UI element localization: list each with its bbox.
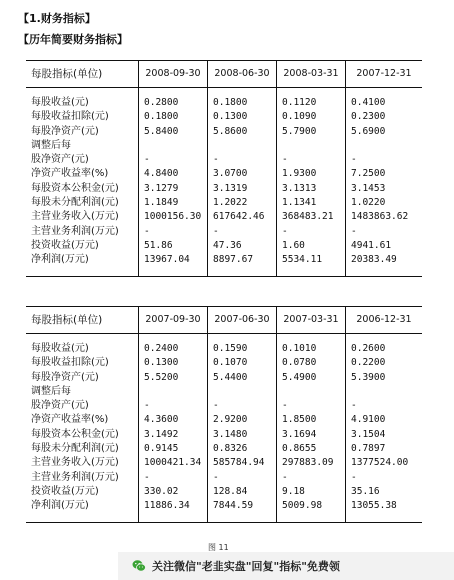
table-body xyxy=(26,342,422,514)
table-row xyxy=(26,385,422,399)
value-cell: 3.1453 xyxy=(351,182,386,194)
value-cell: 0.1800 xyxy=(139,110,208,124)
value-cell: 297883.09 xyxy=(277,456,346,470)
table-row xyxy=(26,413,422,427)
value-cell: - xyxy=(139,471,208,485)
value-cell: 5.7900 xyxy=(277,125,346,139)
table-row xyxy=(26,356,422,370)
table-spacer xyxy=(26,268,422,276)
value-cell: 0.1800 xyxy=(208,96,277,110)
row-label: 每股资本公积金(元) xyxy=(26,182,139,196)
value-cell: - xyxy=(277,471,346,485)
value-cell: - xyxy=(208,225,277,239)
row-label: 调整后每 xyxy=(26,139,139,153)
row-label: 每股资本公积金(元) xyxy=(26,428,139,442)
value-cell: 3.1313 xyxy=(277,182,346,196)
value-cell: 5.4400 xyxy=(208,371,277,385)
row-label: 净资产收益率(%) xyxy=(26,167,139,181)
value-cell: 0.8326 xyxy=(208,442,277,456)
value-cell: 20383.49 xyxy=(351,254,397,266)
row-label: 每股净资产(元) xyxy=(26,371,139,385)
value-cell: 47.36 xyxy=(208,239,277,253)
value-cell: - xyxy=(208,471,277,485)
row-label: 净利润(万元) xyxy=(26,253,139,267)
row-label: 每股收益(元) xyxy=(26,342,139,356)
value-cell: - xyxy=(351,471,357,483)
value-cell: 1.9300 xyxy=(277,167,346,181)
value-cell xyxy=(277,139,346,153)
value-cell: 0.1590 xyxy=(208,342,277,356)
header-cell: 2006-12-31 xyxy=(356,314,412,325)
row-label: 调整后每 xyxy=(26,385,139,399)
value-cell: 0.9145 xyxy=(139,442,208,456)
header-cell: 2008-09-30 xyxy=(139,61,208,87)
row-label: 每股未分配利润(元) xyxy=(26,442,139,456)
row-label: 净资产收益率(%) xyxy=(26,413,139,427)
value-cell: 8897.67 xyxy=(208,253,277,267)
value-cell: 1000156.30 xyxy=(139,210,208,224)
row-label: 净利润(万元) xyxy=(26,499,139,513)
row-label: 投资收益(万元) xyxy=(26,239,139,253)
value-cell: - xyxy=(208,399,277,413)
table-spacer xyxy=(26,88,422,96)
value-cell: 5.5200 xyxy=(139,371,208,385)
table-row xyxy=(26,96,422,110)
value-cell: 330.02 xyxy=(139,485,208,499)
value-cell: 3.1492 xyxy=(139,428,208,442)
figure-caption: 图 11 xyxy=(208,543,229,552)
table-body xyxy=(26,96,422,268)
table-row xyxy=(26,196,422,210)
value-cell: 5.6900 xyxy=(351,125,386,137)
value-cell: 1000421.34 xyxy=(139,456,208,470)
header-cell: 2007-12-31 xyxy=(356,68,412,79)
value-cell: - xyxy=(277,399,346,413)
subsection-heading: 【历年简要财务指标】 xyxy=(18,33,128,46)
value-cell: 5009.98 xyxy=(277,499,346,513)
value-cell: 1483863.62 xyxy=(351,211,409,223)
value-cell: 11886.34 xyxy=(139,499,208,513)
value-cell: 3.1480 xyxy=(208,428,277,442)
value-cell xyxy=(277,385,346,399)
table-row xyxy=(26,253,422,267)
value-cell: 3.1694 xyxy=(277,428,346,442)
value-cell: 5.8400 xyxy=(139,125,208,139)
value-cell xyxy=(139,385,208,399)
value-cell: - xyxy=(277,153,346,167)
value-cell: - xyxy=(139,399,208,413)
value-cell: 0.1300 xyxy=(208,110,277,124)
value-cell: 51.86 xyxy=(139,239,208,253)
value-cell: 0.7897 xyxy=(351,443,386,455)
table-row xyxy=(26,210,422,224)
value-cell: 1.1341 xyxy=(277,196,346,210)
header-cell: 2007-09-30 xyxy=(139,307,208,333)
table-spacer xyxy=(26,514,422,522)
value-cell: 3.1319 xyxy=(208,182,277,196)
value-cell: - xyxy=(277,225,346,239)
value-cell: 1.8500 xyxy=(277,413,346,427)
value-cell: 0.1010 xyxy=(277,342,346,356)
value-cell: 4.9100 xyxy=(351,414,386,426)
value-cell: - xyxy=(351,154,357,166)
value-cell: 9.18 xyxy=(277,485,346,499)
table-row xyxy=(26,110,422,124)
value-cell: 1377524.00 xyxy=(351,457,409,469)
value-cell: 5.4900 xyxy=(277,371,346,385)
table-row xyxy=(26,125,422,139)
row-label: 投资收益(万元) xyxy=(26,485,139,499)
row-label: 主营业务收入(万元) xyxy=(26,456,139,470)
value-cell: 128.84 xyxy=(208,485,277,499)
value-cell: 3.1279 xyxy=(139,182,208,196)
value-cell: - xyxy=(139,225,208,239)
row-label: 股净资产(元) xyxy=(26,153,139,167)
value-cell: 0.1120 xyxy=(277,96,346,110)
table-row xyxy=(26,371,422,385)
table-row xyxy=(26,239,422,253)
value-cell: 0.2600 xyxy=(351,343,386,354)
value-cell xyxy=(346,385,422,399)
table-header-row xyxy=(26,307,422,334)
value-cell: 368483.21 xyxy=(277,210,346,224)
table-row xyxy=(26,167,422,181)
value-cell: - xyxy=(139,153,208,167)
table-row xyxy=(26,153,422,167)
value-cell: 0.8655 xyxy=(277,442,346,456)
value-cell: 5.8600 xyxy=(208,125,277,139)
value-cell: 35.16 xyxy=(351,485,380,497)
value-cell: 0.2800 xyxy=(139,96,208,110)
value-cell: 5.3900 xyxy=(351,371,386,383)
value-cell: 13967.04 xyxy=(139,253,208,267)
table-row xyxy=(26,428,422,442)
value-cell: 1.2022 xyxy=(208,196,277,210)
value-cell: 0.0780 xyxy=(277,356,346,370)
value-cell xyxy=(208,139,277,153)
section-heading: 【1.财务指标】 xyxy=(18,12,96,25)
header-cell: 2007-03-31 xyxy=(277,307,346,333)
row-label: 主营业务利润(万元) xyxy=(26,225,139,239)
value-cell: - xyxy=(351,225,357,237)
value-cell xyxy=(346,139,422,153)
banner-text: 关注微信"老韭实盘"回复"指标"免费领 xyxy=(152,560,340,573)
value-cell: 617642.46 xyxy=(208,210,277,224)
value-cell: 3.0700 xyxy=(208,167,277,181)
value-cell: 0.1300 xyxy=(139,356,208,370)
header-cell: 2007-06-30 xyxy=(208,307,277,333)
value-cell: 4.8400 xyxy=(139,167,208,181)
value-cell: - xyxy=(351,400,357,412)
row-label: 每股未分配利润(元) xyxy=(26,196,139,210)
value-cell: 7844.59 xyxy=(208,499,277,513)
header-cell: 每股指标(单位) xyxy=(26,61,139,87)
value-cell: 4941.61 xyxy=(351,239,392,251)
table-row xyxy=(26,471,422,485)
header-cell: 2008-06-30 xyxy=(208,61,277,87)
value-cell: 4.3600 xyxy=(139,413,208,427)
header-cell: 2008-03-31 xyxy=(277,61,346,87)
value-cell: 5534.11 xyxy=(277,253,346,267)
table-row xyxy=(26,342,422,356)
wechat-icon xyxy=(132,559,146,573)
row-label: 每股收益扣除(元) xyxy=(26,110,139,124)
table-row xyxy=(26,456,422,470)
value-cell: 0.2200 xyxy=(351,357,386,369)
value-cell: 0.1090 xyxy=(277,110,346,124)
value-cell: 585784.94 xyxy=(208,456,277,470)
value-cell: - xyxy=(208,153,277,167)
row-label: 主营业务利润(万元) xyxy=(26,471,139,485)
table-spacer xyxy=(26,334,422,342)
row-label: 每股收益扣除(元) xyxy=(26,356,139,370)
table-row xyxy=(26,399,422,413)
value-cell: 2.9200 xyxy=(208,413,277,427)
table-row xyxy=(26,442,422,456)
value-cell xyxy=(139,139,208,153)
row-label: 每股净资产(元) xyxy=(26,125,139,139)
value-cell: 3.1504 xyxy=(351,428,386,440)
value-cell: 0.4100 xyxy=(351,97,386,108)
table-row xyxy=(26,139,422,153)
table-row xyxy=(26,485,422,499)
row-label: 每股收益(元) xyxy=(26,96,139,110)
value-cell xyxy=(208,385,277,399)
row-label: 主营业务收入(万元) xyxy=(26,210,139,224)
table-row xyxy=(26,499,422,513)
value-cell: 7.2500 xyxy=(351,168,386,180)
value-cell: 1.60 xyxy=(277,239,346,253)
value-cell: 13055.38 xyxy=(351,500,397,512)
value-cell: 1.0220 xyxy=(351,197,386,209)
financial-indicators-table-2 xyxy=(26,306,422,523)
value-cell: 1.1849 xyxy=(139,196,208,210)
table-header-row xyxy=(26,61,422,88)
value-cell: 0.1070 xyxy=(208,356,277,370)
table-row xyxy=(26,225,422,239)
financial-indicators-table-1 xyxy=(26,60,422,277)
value-cell: 0.2400 xyxy=(139,342,208,356)
row-label: 股净资产(元) xyxy=(26,399,139,413)
promo-banner[interactable] xyxy=(118,552,454,580)
value-cell: 0.2300 xyxy=(351,111,386,123)
header-cell: 每股指标(单位) xyxy=(26,307,139,333)
table-row xyxy=(26,182,422,196)
